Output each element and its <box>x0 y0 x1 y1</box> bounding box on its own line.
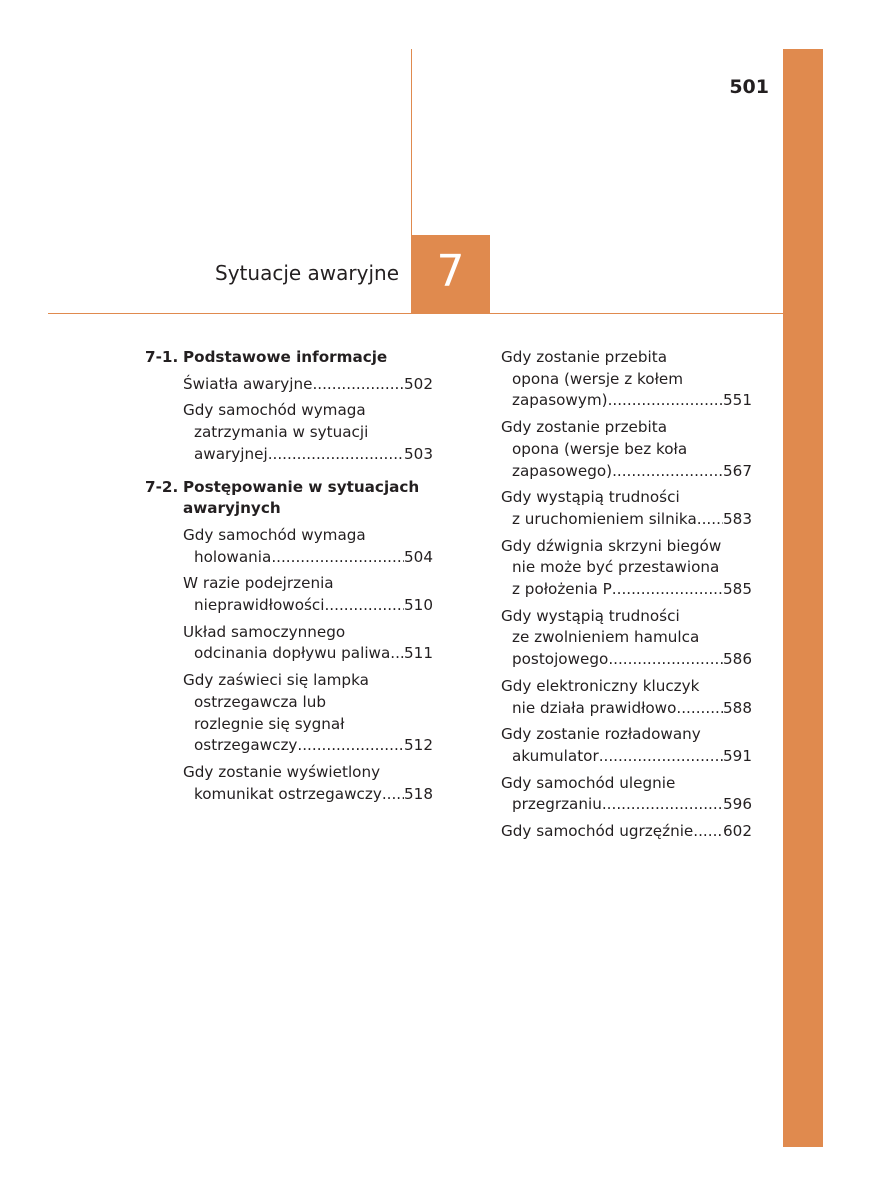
page-number: 501 <box>729 76 769 98</box>
toc-entry-line: Gdy dźwignia skrzyni biegów <box>501 536 722 555</box>
dot-leader <box>599 746 723 768</box>
section-title-text: Podstawowe informacje <box>183 348 388 366</box>
toc-entry-line: ze zwolnieniem hamulca <box>512 628 700 647</box>
section-title <box>145 347 433 369</box>
chapter-number-box <box>411 235 490 313</box>
toc-page-number: 504 <box>404 547 433 566</box>
toc-entry-text: komunikat ostrzegawczy <box>194 784 382 803</box>
section-title-text: Postępowanie w sytuacjach <box>183 477 420 496</box>
toc-entry-text: zapasowego) <box>512 461 613 480</box>
toc-entry <box>501 536 752 601</box>
toc-entry-text: odcinania dopływu paliwa <box>194 644 391 663</box>
toc-entry-line: opona (wersje bez koła <box>512 439 688 458</box>
toc-entry-line <box>501 746 752 768</box>
toc-entry-text: postojowego <box>512 650 609 669</box>
toc-entry-line: Układ samoczynnego <box>183 622 346 641</box>
dot-leader <box>390 643 404 665</box>
toc-entry-line: Gdy samochód wymaga <box>183 525 366 544</box>
toc-entry <box>145 622 433 665</box>
toc-entry-line: rozlegnie się sygnał <box>194 714 345 733</box>
toc-entry <box>501 724 752 767</box>
toc-entry-line: Gdy zaświeci się lampka <box>183 671 369 690</box>
dot-leader <box>268 444 404 466</box>
toc-entry-line <box>501 698 752 720</box>
toc-entry <box>145 573 433 616</box>
dot-leader <box>676 698 723 720</box>
dot-leader <box>608 649 723 671</box>
toc-entry-text: przegrzaniu <box>512 795 602 814</box>
toc-page-number: 591 <box>723 746 752 765</box>
toc-entry-text: Światła awaryjne <box>183 374 313 393</box>
toc-entry <box>145 525 433 568</box>
toc-entry-line <box>501 649 752 671</box>
toc-entry <box>501 347 752 412</box>
toc-entry-line <box>501 509 752 531</box>
toc-entry-text: zapasowym) <box>512 391 608 410</box>
toc-entry-line <box>501 579 752 601</box>
toc-page-number: 551 <box>723 391 752 410</box>
toc-page-number: 511 <box>404 644 433 663</box>
dot-leader <box>312 374 404 396</box>
toc-entry-line: Gdy zostanie wyświetlony <box>183 762 381 781</box>
toc-entry-text: ostrzegawczy <box>194 736 298 755</box>
toc-page-number: 502 <box>404 374 433 393</box>
toc-entry-line: Gdy zostanie rozładowany <box>501 725 701 744</box>
toc-page-number: 503 <box>404 444 433 463</box>
toc-entry <box>501 676 752 719</box>
dot-leader <box>297 735 404 757</box>
dot-leader <box>608 390 723 412</box>
chapter-side-tab <box>783 49 823 1147</box>
toc-entry-line: zatrzymania w sytuacji <box>194 423 369 442</box>
toc-entry-text: holowania <box>194 547 272 566</box>
toc-entry-text: nie działa prawidłowo <box>512 698 677 717</box>
toc-entry-line: Gdy wystąpią trudności <box>501 488 680 507</box>
toc-entry-line <box>501 390 752 412</box>
toc-entry-line <box>183 374 433 396</box>
toc-left-column <box>145 347 433 810</box>
toc-page-number: 596 <box>723 795 752 814</box>
toc-entry-line <box>501 794 752 816</box>
toc-entry-line: Gdy samochód ulegnie <box>501 773 676 792</box>
toc-entry <box>145 762 433 805</box>
horizontal-rule <box>48 313 783 314</box>
toc-entry-line <box>183 735 433 757</box>
dot-leader <box>602 794 723 816</box>
toc-entry-line <box>183 547 433 569</box>
toc-entry-line <box>183 643 433 665</box>
dot-leader <box>693 821 723 843</box>
toc-entry-text: Gdy samochód ugrzęźnie <box>501 822 694 841</box>
dot-leader <box>271 547 404 569</box>
toc-entry <box>501 821 752 843</box>
dot-leader <box>612 579 723 601</box>
dot-leader <box>697 509 723 531</box>
toc-entry <box>501 773 752 816</box>
toc-entry-line <box>183 444 433 466</box>
section-number: 7-1. <box>145 348 179 366</box>
dot-leader <box>324 595 404 617</box>
toc-entry-line: ostrzegawcza lub <box>194 692 327 711</box>
toc-page-number: 512 <box>404 736 433 755</box>
toc-page-number: 588 <box>723 698 752 717</box>
toc-entry-text: z uruchomieniem silnika <box>512 509 697 528</box>
chapter-title: Sytuacje awaryjne <box>215 261 399 285</box>
toc-entry-text: z położenia P <box>512 580 612 599</box>
toc-page-number: 518 <box>404 784 433 803</box>
toc-entry-line <box>183 784 433 806</box>
toc-page-number: 510 <box>404 596 433 615</box>
toc-entry-line: W razie podejrzenia <box>183 574 334 593</box>
toc-entry-line <box>501 461 752 483</box>
toc-entry-line <box>183 595 433 617</box>
toc-page-number: 585 <box>723 580 752 599</box>
toc-entry <box>145 400 433 465</box>
toc-entry-line <box>501 821 752 843</box>
toc-entry <box>501 417 752 482</box>
toc-right-column <box>501 347 752 848</box>
toc-entry <box>145 374 433 396</box>
toc-page-number: 602 <box>723 822 752 841</box>
toc-entry-line: Gdy wystąpią trudności <box>501 606 680 625</box>
chapter-number: 7 <box>436 246 465 297</box>
toc-entry-line: opona (wersje z kołem <box>512 369 684 388</box>
toc-entry-line: Gdy elektroniczny kluczyk <box>501 676 700 695</box>
vertical-rule <box>411 49 412 235</box>
section-number: 7-2. <box>145 477 179 496</box>
toc-entry <box>501 606 752 671</box>
toc-page-number: 583 <box>723 509 752 528</box>
toc-entry-line: Gdy zostanie przebita <box>501 348 668 366</box>
toc-page-number: 586 <box>723 650 752 669</box>
toc-entry-text: akumulator <box>512 746 599 765</box>
toc-entry-line: Gdy samochód wymaga <box>183 401 366 420</box>
dot-leader <box>382 784 404 806</box>
toc-page-number: 567 <box>723 461 752 480</box>
section-title-text: awaryjnych <box>183 499 281 518</box>
toc-entry <box>145 670 433 757</box>
section-title <box>145 477 433 520</box>
toc-entry-line: nie może być przestawiona <box>512 558 720 577</box>
toc-entry-line: Gdy zostanie przebita <box>501 418 668 437</box>
dot-leader <box>612 461 723 483</box>
toc-entry-text: awaryjnej <box>194 444 268 463</box>
toc-entry-text: nieprawidłowości <box>194 596 325 615</box>
toc-entry <box>501 487 752 530</box>
